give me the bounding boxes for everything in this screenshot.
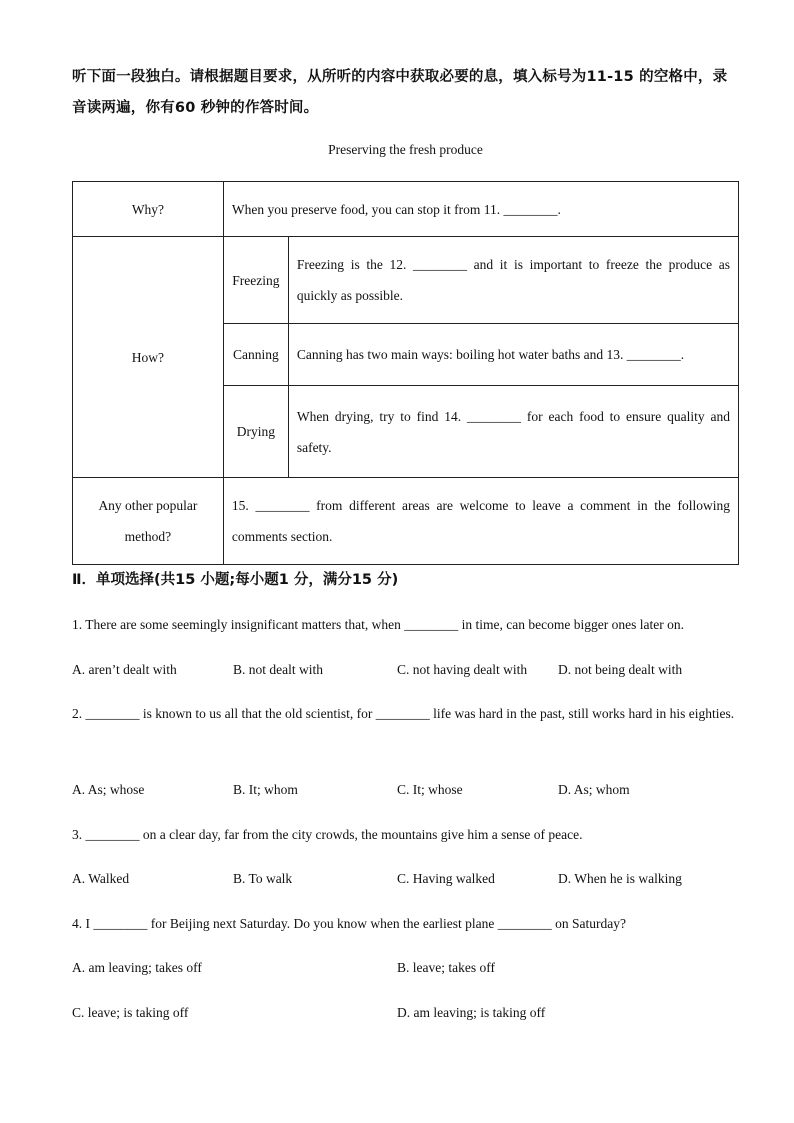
table-row-why xyxy=(73,182,739,237)
question-text: 1. There are some seemingly insignificant matters that, when ________ in time, can become bigger ones later on. xyxy=(72,617,684,632)
method-freezing-label: Freezing xyxy=(223,237,288,324)
question-text: 4. I ________ for Beijing next Saturday. Do you know when the earliest plane ________ on Saturday? xyxy=(72,916,627,931)
option-b: B. To walk xyxy=(233,871,293,886)
how-label: How? xyxy=(73,237,224,478)
option-b: B. leave; takes off xyxy=(397,960,495,975)
table-row-freezing xyxy=(73,237,739,324)
option-c: C. It; whose xyxy=(397,782,463,797)
table-title: Preserving the fresh produce xyxy=(328,142,483,157)
option-a: A. As; whose xyxy=(72,782,145,797)
why-label: Why? xyxy=(73,182,224,237)
listening-instructions: 听下面一段独白。请根据题目要求，从所听的内容中获取必要的息，填入标号为11-15 的空格中，录音读两遍，你有60 秒钟的作答时间。 xyxy=(72,69,728,116)
method-canning-text: Canning has two main ways: boiling hot water baths and 13. ________. xyxy=(288,324,738,386)
option-a: A. am leaving; takes off xyxy=(72,960,202,975)
option-d: D. not being dealt with xyxy=(558,662,683,677)
method-canning-label: Canning xyxy=(223,324,288,386)
option-d: D. When he is walking xyxy=(558,871,682,886)
option-a: A. Walked xyxy=(72,871,130,886)
question-text: 2. ________ is known to us all that the old scientist, for ________ life was hard in the past, still works hard in his eighties. xyxy=(72,706,735,721)
question-text: 3. ________ on a clear day, far from the city crowds, the mountains give him a sense of peace. xyxy=(72,827,583,842)
method-freezing-text: Freezing is the 12. ________ and it is important to freeze the produce as quickly as possible. xyxy=(288,237,738,324)
option-d: D. am leaving; is taking off xyxy=(397,1005,546,1020)
table-row-other xyxy=(73,478,739,565)
notes-table xyxy=(72,181,739,565)
option-b: B. not dealt with xyxy=(233,662,323,677)
option-c: C. not having dealt with xyxy=(397,662,528,677)
option-b: B. It; whom xyxy=(233,782,298,797)
option-d: D. As; whom xyxy=(558,782,630,797)
option-c: C. leave; is taking off xyxy=(72,1005,189,1020)
option-a: A. aren’t dealt with xyxy=(72,662,177,677)
method-drying-text: When drying, try to find 14. ________ for each food to ensure quality and safety. xyxy=(288,386,738,478)
other-method-label: Any other popular method? xyxy=(73,478,224,565)
method-drying-label: Drying xyxy=(223,386,288,478)
why-text: When you preserve food, you can stop it from 11. ________. xyxy=(223,182,738,237)
option-c: C. Having walked xyxy=(397,871,495,886)
other-method-text: 15. ________ from different areas are welcome to leave a comment in the following comments section. xyxy=(223,478,738,565)
section-title: Ⅱ．单项选择(共15 小题;每小题1 分，满分15 分) xyxy=(72,572,399,588)
